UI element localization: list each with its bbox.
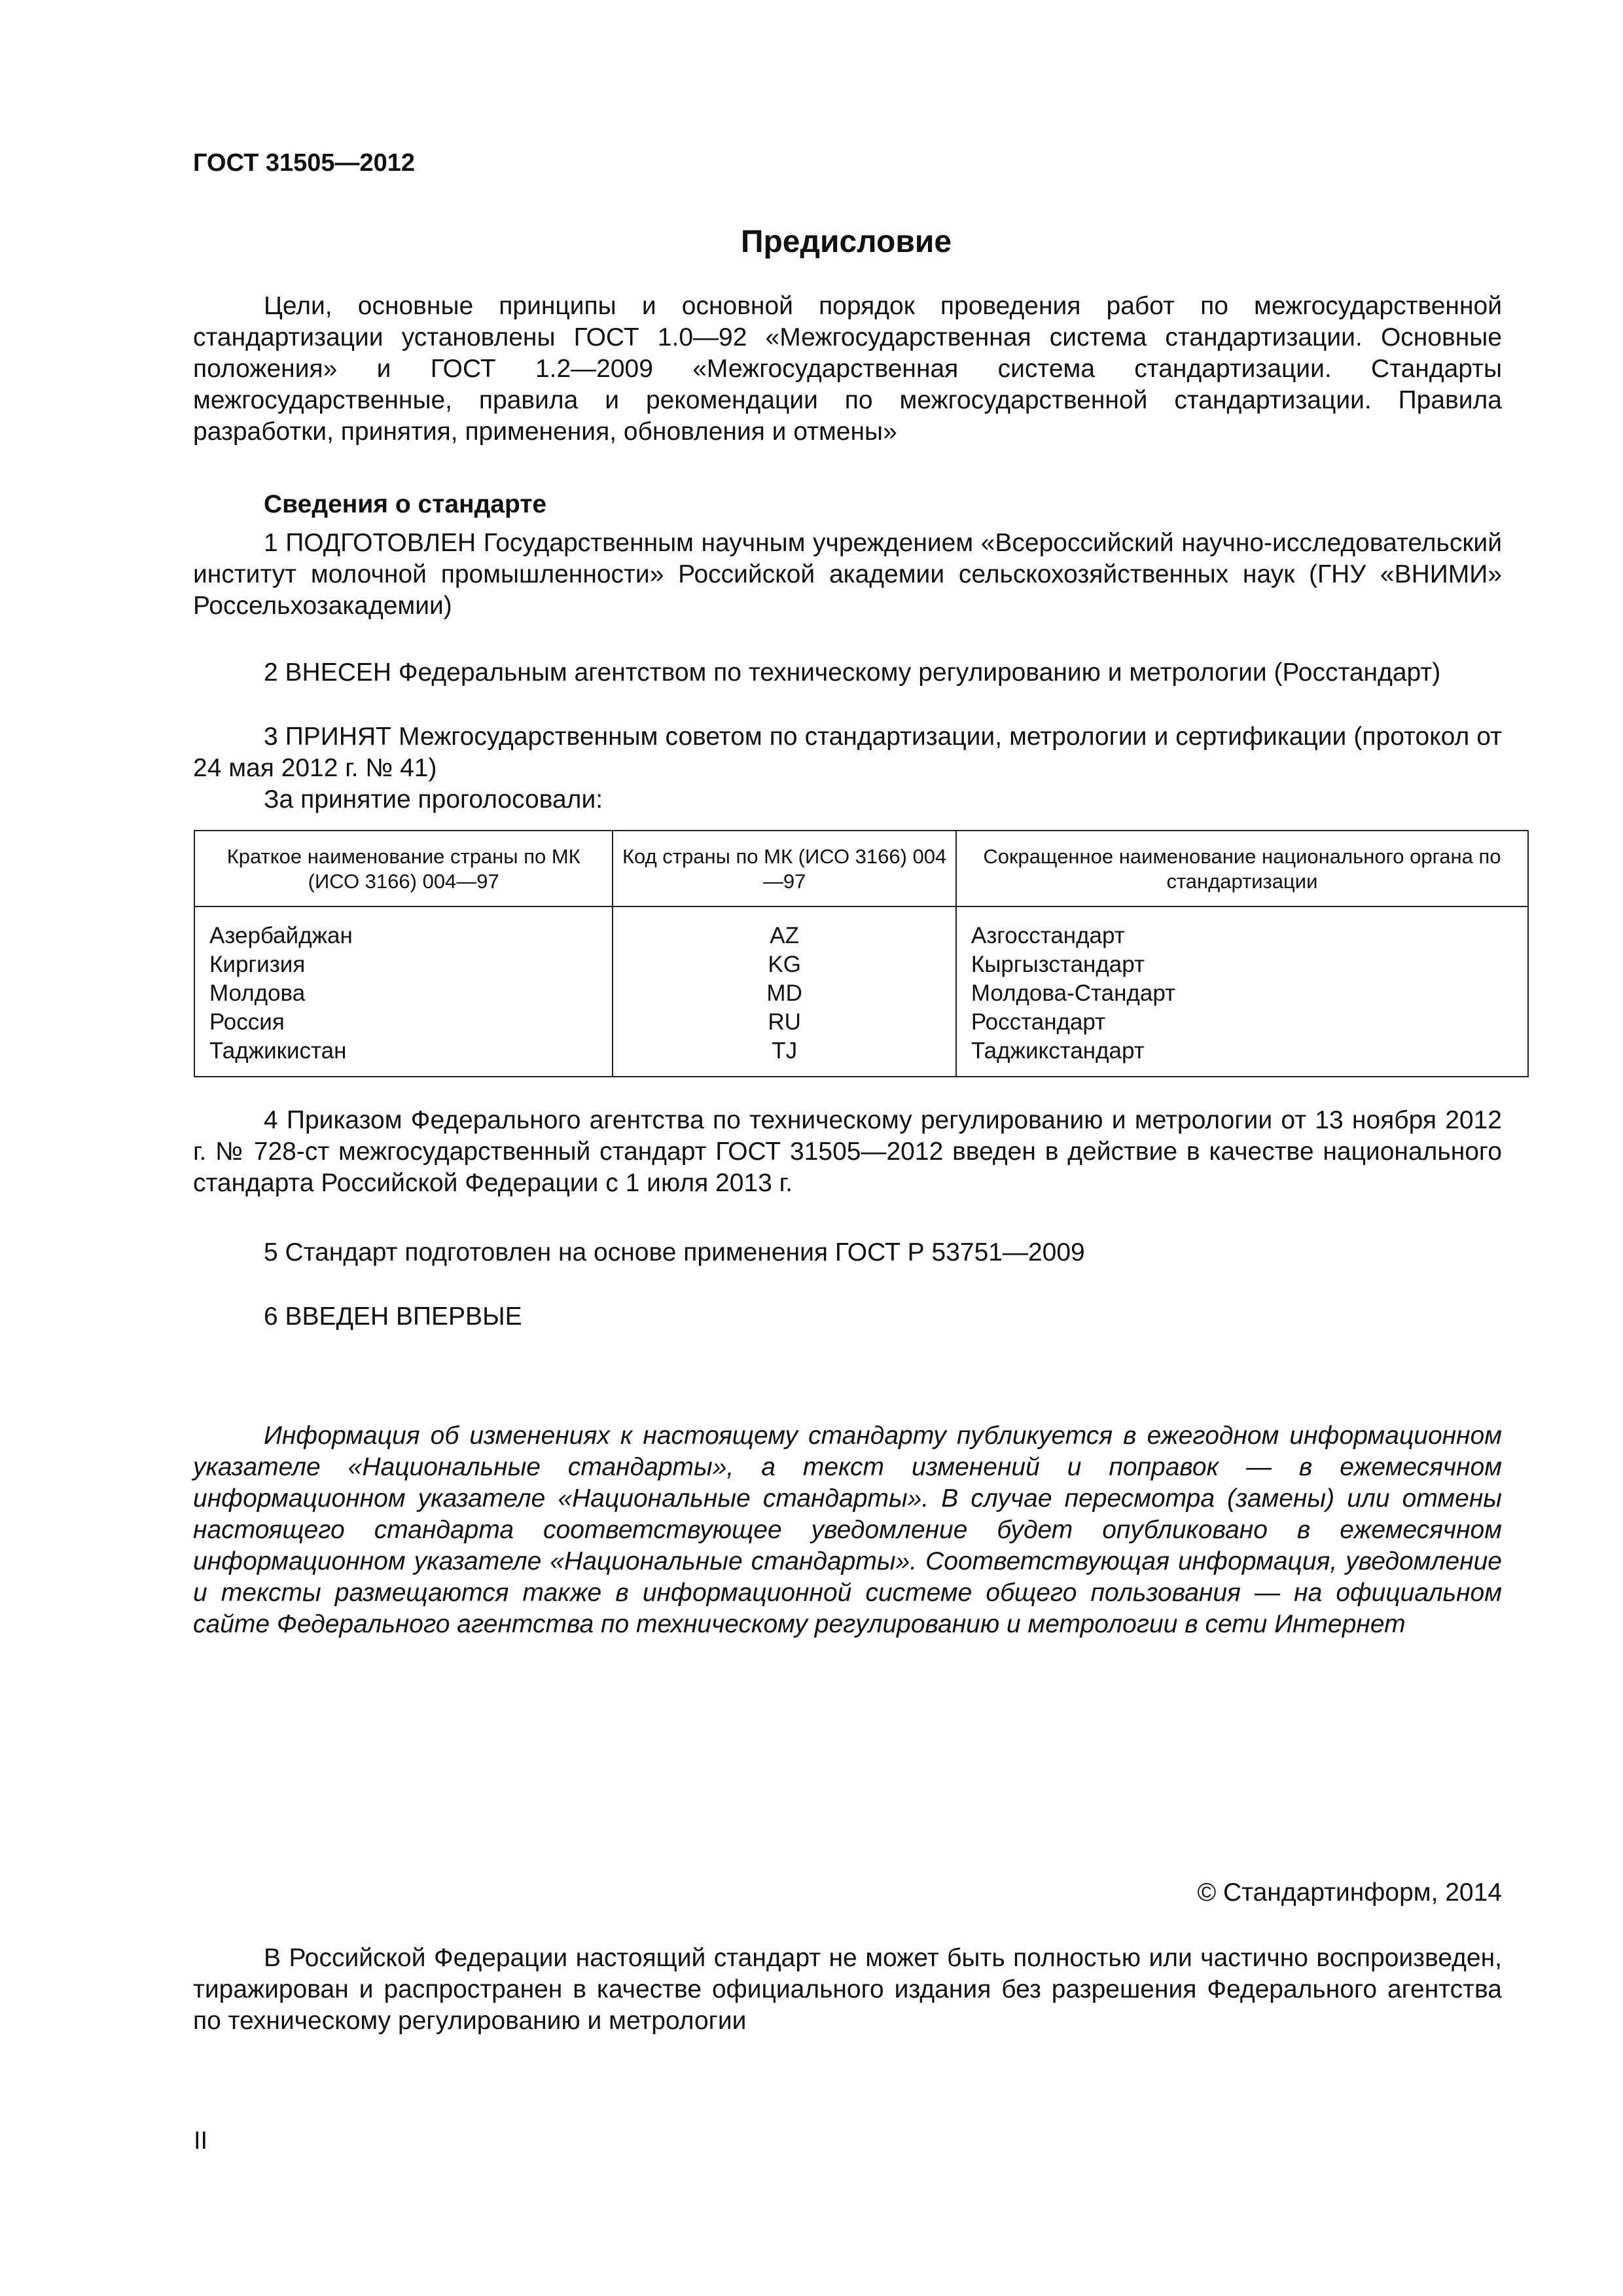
country-code: MD xyxy=(613,979,955,1008)
country-name: Азербайджан xyxy=(194,906,613,950)
item-6-text: 6 ВВЕДЕН ВПЕРВЫЕ xyxy=(264,1302,522,1331)
country-code: KG xyxy=(613,950,955,979)
country-name: Молдова xyxy=(194,979,613,1008)
item-6 xyxy=(193,1301,1502,1333)
country-code: AZ xyxy=(613,906,955,950)
info-heading-text: Сведения о стандарте xyxy=(264,490,547,518)
page-number: II xyxy=(194,2127,208,2155)
item-5 xyxy=(193,1237,1502,1268)
item-3-vote-text: За принятие проголосовали: xyxy=(264,785,603,814)
item-5-text: 5 Стандарт подготовлен на основе применения ГОСТ Р 53751—2009 xyxy=(264,1238,1085,1266)
standards-body: Кыргызстандарт xyxy=(956,950,1528,979)
item-3-vote xyxy=(193,784,1502,816)
table-row xyxy=(194,1008,1528,1037)
item-1-text: 1 ПОДГОТОВЛЕН Государственным научным учреждением «Всероссийский научно-исследовательский институт молочной промышленности» Российской академии сельскохозяйственных наук (ГНУ «ВНИМИ» Россельхозакадемии) xyxy=(193,529,1502,620)
country-code: TJ xyxy=(613,1037,955,1077)
change-notice xyxy=(193,1420,1502,1640)
rights-notice-text: В Российской Федерации настоящий стандарт не может быть полностью или частично воспроизведен, тиражирован и распространен в качестве официального издания без разрешения Федерального агентства по техническому регулированию и метрологии xyxy=(193,1944,1502,2035)
table-row xyxy=(194,1037,1528,1077)
table-row xyxy=(194,906,1528,950)
item-1 xyxy=(193,528,1502,622)
table-row xyxy=(194,979,1528,1008)
header-code: Код страны по МК (ИСО 3166) 004—97 xyxy=(613,831,955,906)
item-3 xyxy=(193,721,1502,784)
item-4 xyxy=(193,1105,1502,1199)
intro-text: Цели, основные принципы и основной порядок проведения работ по межгосударственной стандартизации установлены ГОСТ 1.0—92 «Межгосударственная система стандартизации. Основные положения» и ГОСТ 1.2—2009 «Межгосударственная система стандартизации. Стандарты межгосударственные, правила и рекомендации по межгосударственной стандартизации. Правила разработки, принятия, применения, обновления и отмены» xyxy=(193,292,1502,446)
item-4-text: 4 Приказом Федерального агентства по техническому регулированию и метрологии от 13 ноября 2012 г. № 728-ст межгосударственный стандарт ГОСТ 31505—2012 введен в действие в качестве национального стандарта Российской Федерации с 1 июля 2013 г. xyxy=(193,1106,1502,1197)
country-code: RU xyxy=(613,1008,955,1037)
info-heading xyxy=(193,489,1502,520)
header-standards-body: Сокращенное наименование национального органа по стандартизации xyxy=(956,831,1528,906)
intro-paragraph xyxy=(193,291,1502,448)
standards-body: Таджикстандарт xyxy=(956,1037,1528,1077)
page-title: Предисловие xyxy=(740,224,952,259)
table-row xyxy=(194,950,1528,979)
country-name: Киргизия xyxy=(194,950,613,979)
table-header-row xyxy=(194,831,1528,906)
standards-body: Росстандарт xyxy=(956,1008,1528,1037)
standards-body: Молдова-Стандарт xyxy=(956,979,1528,1008)
country-name: Таджикистан xyxy=(194,1037,613,1077)
item-2 xyxy=(193,657,1502,689)
change-notice-text: Информация об изменениях к настоящему стандарту публикуется в ежегодном информационном указателе «Национальные стандарты», а текст изменений и поправок — в ежемесячном информационном указателе «Национальные стандарты». В случае пересмотра (замены) или отмены настоящего стандарта соответствующее уведомление будет опубликовано в ежемесячном информационном указателе «Национальные стандарты». Соответствующая информация, уведомление и тексты размещаются также в информационной системе общего пользования — на официальном сайте Федерального агентства по техническому регулированию и метрологии в сети Интернет xyxy=(193,1422,1502,1638)
rights-notice xyxy=(193,1943,1502,2037)
header-country: Краткое наименование страны по МК (ИСО 3166) 004—97 xyxy=(194,831,613,906)
standards-body: Азгосстандарт xyxy=(956,906,1528,950)
country-name: Россия xyxy=(194,1008,613,1037)
document-code: ГОСТ 31505—2012 xyxy=(193,149,416,177)
copyright-notice: © Стандартинформ, 2014 xyxy=(1197,1878,1502,1907)
voting-countries-table xyxy=(194,830,1529,1077)
item-3-text: 3 ПРИНЯТ Межгосударственным советом по стандартизации, метрологии и сертификации (протокол от 24 мая 2012 г. № 41) xyxy=(193,723,1502,782)
item-2-text: 2 ВНЕСЕН Федеральным агентством по техническому регулированию и метрологии (Росстандарт) xyxy=(264,658,1441,687)
